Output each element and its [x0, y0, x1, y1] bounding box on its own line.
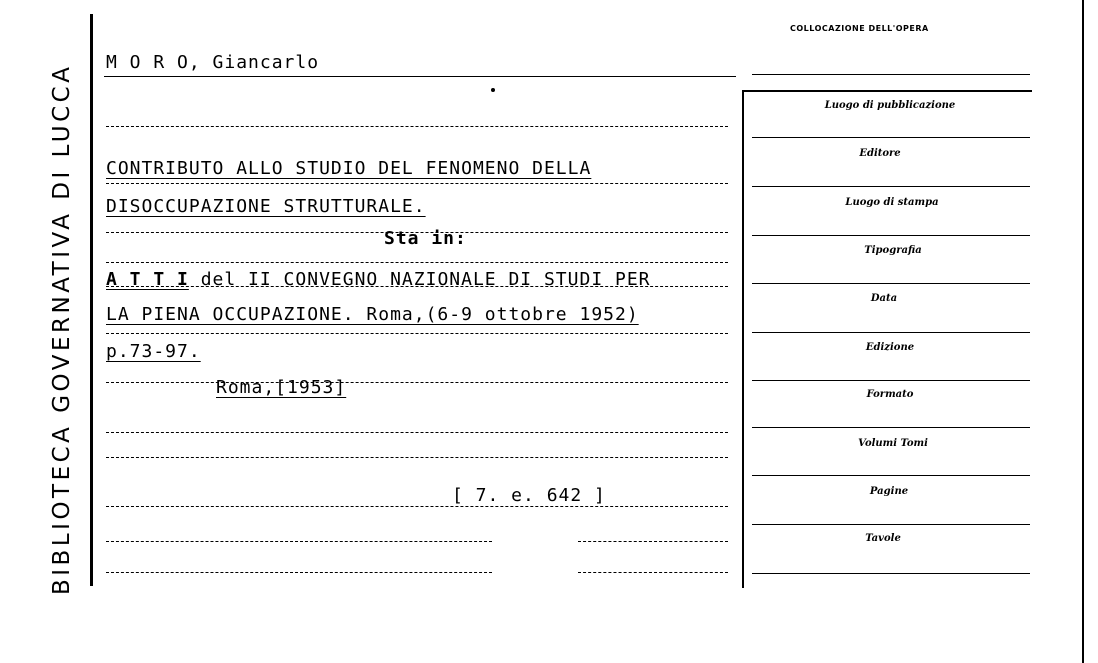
field-tipografia: Tipografia — [864, 245, 922, 256]
field-tavole: Tavole — [865, 533, 901, 544]
collocazione-rule — [752, 74, 1030, 75]
call-number: [ 7. e. 642 ] — [452, 485, 606, 506]
ink-dot — [491, 88, 495, 92]
field-rule — [752, 283, 1030, 284]
rule-line — [106, 506, 728, 507]
rule-line — [106, 572, 492, 573]
field-rule — [752, 235, 1030, 236]
rule-line — [106, 382, 728, 383]
rule-line — [106, 541, 492, 542]
rule-line — [106, 262, 728, 263]
left-margin-line — [90, 14, 93, 586]
place-year: Roma,[1953] — [216, 377, 347, 398]
collocazione-header: COLLOCAZIONE DELL'OPERA — [790, 24, 929, 33]
field-editore: Editore — [859, 148, 901, 159]
field-volumi-tomi: Volumi Tomi — [858, 438, 928, 449]
field-rule — [752, 380, 1030, 381]
field-luogo-stampa: Luogo di stampa — [845, 197, 939, 208]
field-edizione: Edizione — [865, 342, 915, 353]
field-formato: Formato — [866, 389, 914, 400]
rule-line — [106, 126, 728, 127]
title-line-1: CONTRIBUTO ALLO STUDIO DEL FENOMENO DELLA — [106, 158, 592, 179]
field-rule — [752, 427, 1030, 428]
author-name: M O R O, Giancarlo — [106, 52, 320, 73]
pages: p.73-97. — [106, 341, 201, 362]
sta-in-label: Sta in: — [384, 228, 467, 249]
field-rule — [752, 137, 1030, 138]
rule-line — [106, 432, 728, 433]
field-luogo-pubblicazione: Luogo di pubblicazione — [824, 100, 956, 111]
field-rule — [752, 186, 1030, 187]
rule-line — [578, 541, 728, 542]
source-line-1 — [106, 269, 651, 290]
source-line-1-rest: del II CONVEGNO NAZIONALE DI STUDI PER — [200, 269, 651, 290]
rule-line — [106, 333, 728, 334]
right-box-left-border — [742, 90, 744, 588]
card-right-edge — [1082, 0, 1084, 663]
author-rule — [104, 76, 736, 77]
field-rule — [752, 475, 1030, 476]
source-line-2: LA PIENA OCCUPAZIONE. Roma,(6-9 ottobre 1952) — [106, 304, 639, 325]
library-label: BIBLIOTECA GOVERNATIVA DI LUCCA — [49, 63, 75, 595]
field-rule — [752, 573, 1030, 574]
right-box-top-border — [742, 90, 1032, 92]
title-line-2: DISOCCUPAZIONE STRUTTURALE. — [106, 196, 426, 217]
field-pagine: Pagine — [869, 486, 909, 497]
field-rule — [752, 332, 1030, 333]
rule-line — [578, 572, 728, 573]
rule-line — [106, 183, 728, 184]
field-data: Data — [870, 293, 898, 304]
rule-line — [106, 457, 728, 458]
field-rule — [752, 524, 1030, 525]
source-atti: A T T I — [106, 269, 189, 290]
